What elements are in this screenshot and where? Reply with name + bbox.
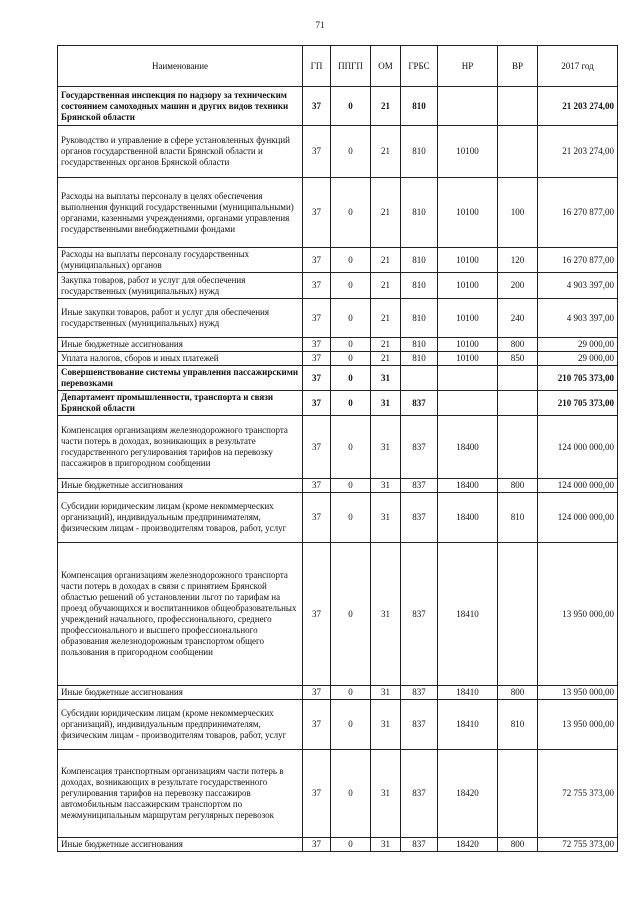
- cell-amount: 16 270 877,00: [538, 248, 618, 273]
- cell-name: Иные бюджетные ассигнования: [58, 838, 303, 852]
- table-row: [58, 391, 618, 416]
- table-row: [58, 352, 618, 366]
- cell-nr: 18410: [438, 543, 498, 686]
- cell-om: 21: [371, 352, 401, 366]
- cell-vr: 800: [498, 479, 538, 493]
- cell-ppgp: 0: [331, 543, 371, 686]
- cell-om: 21: [371, 338, 401, 352]
- cell-om: 21: [371, 126, 401, 178]
- cell-name: Закупка товаров, работ и услуг для обеспечения государственных (муниципальных) нужд: [58, 273, 303, 299]
- table-row: [58, 493, 618, 543]
- cell-om: 31: [371, 391, 401, 416]
- cell-ppgp: 0: [331, 126, 371, 178]
- cell-nr: 10100: [438, 248, 498, 273]
- table-row: [58, 299, 618, 338]
- column-header-grbs: ГРБС: [401, 46, 438, 87]
- cell-grbs: 837: [401, 416, 438, 479]
- cell-vr: 850: [498, 352, 538, 366]
- cell-amount: 21 203 274,00: [538, 87, 618, 126]
- cell-gp: 37: [303, 479, 331, 493]
- cell-gp: 37: [303, 299, 331, 338]
- cell-amount: 16 270 877,00: [538, 178, 618, 248]
- cell-ppgp: 0: [331, 87, 371, 126]
- cell-nr: 10100: [438, 273, 498, 299]
- cell-nr: 10100: [438, 178, 498, 248]
- cell-vr: 120: [498, 248, 538, 273]
- cell-grbs: 810: [401, 299, 438, 338]
- cell-om: 31: [371, 686, 401, 700]
- cell-gp: 37: [303, 338, 331, 352]
- cell-gp: 37: [303, 352, 331, 366]
- cell-amount: 124 000 000,00: [538, 479, 618, 493]
- cell-nr: [438, 366, 498, 391]
- cell-name: Иные бюджетные ассигнования: [58, 686, 303, 700]
- cell-om: 31: [371, 750, 401, 838]
- cell-vr: [498, 391, 538, 416]
- cell-gp: 37: [303, 126, 331, 178]
- column-header-year: 2017 год: [538, 46, 618, 87]
- cell-vr: [498, 416, 538, 479]
- cell-nr: 18400: [438, 416, 498, 479]
- cell-gp: 37: [303, 366, 331, 391]
- cell-om: 31: [371, 416, 401, 479]
- cell-gp: 37: [303, 700, 331, 750]
- cell-vr: [498, 87, 538, 126]
- cell-gp: 37: [303, 543, 331, 686]
- column-header-name: Наименование: [58, 46, 303, 87]
- table-row: [58, 750, 618, 838]
- table-row: [58, 838, 618, 852]
- cell-ppgp: 0: [331, 391, 371, 416]
- cell-gp: 37: [303, 248, 331, 273]
- cell-ppgp: 0: [331, 479, 371, 493]
- cell-amount: 21 203 274,00: [538, 126, 618, 178]
- cell-nr: 18420: [438, 750, 498, 838]
- cell-nr: 10100: [438, 338, 498, 352]
- cell-vr: [498, 543, 538, 686]
- cell-name: Совершенствование системы управления пассажирскими перевозками: [58, 366, 303, 391]
- cell-ppgp: 0: [331, 416, 371, 479]
- cell-vr: 810: [498, 493, 538, 543]
- cell-amount: 124 000 000,00: [538, 493, 618, 543]
- cell-nr: 10100: [438, 352, 498, 366]
- cell-name: Компенсация организациям железнодорожного транспорта части потерь в доходах в связи с принятием Брянской областью решений об установлении льгот по тарифам на проезд обучающихся и воспитанников общеобразовательных учреждений начального, профессионального, среднего профессионального и высшего профессионального образования железнодорожным транспортом общего пользования в пригородном сообщении: [58, 543, 303, 686]
- column-header-ppgp: ППГП: [331, 46, 371, 87]
- table-row: [58, 87, 618, 126]
- cell-om: 21: [371, 299, 401, 338]
- table-row: [58, 700, 618, 750]
- cell-ppgp: 0: [331, 338, 371, 352]
- page-number: 71: [315, 20, 325, 30]
- cell-grbs: 810: [401, 126, 438, 178]
- cell-ppgp: 0: [331, 493, 371, 543]
- cell-grbs: 837: [401, 391, 438, 416]
- cell-grbs: 837: [401, 838, 438, 852]
- table-row: [58, 366, 618, 391]
- cell-name: Департамент промышленности, транспорта и связи Брянской области: [58, 391, 303, 416]
- cell-name: Руководство и управление в сфере установленных функций органов государственной власти Брянской области и государственных органов Брянской области: [58, 126, 303, 178]
- cell-amount: 72 755 373,00: [538, 750, 618, 838]
- cell-amount: 13 950 000,00: [538, 700, 618, 750]
- table-row: [58, 338, 618, 352]
- table-row: [58, 273, 618, 299]
- cell-grbs: [401, 366, 438, 391]
- cell-amount: 124 000 000,00: [538, 416, 618, 479]
- cell-vr: [498, 750, 538, 838]
- cell-name: Иные бюджетные ассигнования: [58, 479, 303, 493]
- cell-grbs: 810: [401, 248, 438, 273]
- cell-gp: 37: [303, 178, 331, 248]
- cell-amount: 4 903 397,00: [538, 273, 618, 299]
- cell-name: Субсидии юридическим лицам (кроме некоммерческих организаций), индивидуальным предпринимателям, физическим лицам - производителям товаров, работ, услуг: [58, 493, 303, 543]
- cell-om: 31: [371, 479, 401, 493]
- cell-vr: 800: [498, 686, 538, 700]
- cell-vr: 240: [498, 299, 538, 338]
- cell-grbs: 837: [401, 479, 438, 493]
- cell-vr: 200: [498, 273, 538, 299]
- cell-nr: 18410: [438, 700, 498, 750]
- cell-vr: 100: [498, 178, 538, 248]
- table-row: [58, 686, 618, 700]
- cell-amount: 72 755 373,00: [538, 838, 618, 852]
- cell-grbs: 837: [401, 686, 438, 700]
- cell-gp: 37: [303, 416, 331, 479]
- cell-gp: 37: [303, 686, 331, 700]
- cell-om: 21: [371, 248, 401, 273]
- cell-name: Иные закупки товаров, работ и услуг для обеспечения государственных (муниципальных) нужд: [58, 299, 303, 338]
- table-row: [58, 416, 618, 479]
- cell-grbs: 810: [401, 338, 438, 352]
- cell-nr: 18410: [438, 686, 498, 700]
- cell-nr: 10100: [438, 299, 498, 338]
- table-row: [58, 479, 618, 493]
- cell-amount: 13 950 000,00: [538, 686, 618, 700]
- cell-grbs: 810: [401, 178, 438, 248]
- cell-grbs: 810: [401, 352, 438, 366]
- cell-om: 31: [371, 366, 401, 391]
- cell-name: Иные бюджетные ассигнования: [58, 338, 303, 352]
- cell-gp: 37: [303, 493, 331, 543]
- cell-amount: 29 000,00: [538, 352, 618, 366]
- cell-amount: 13 950 000,00: [538, 543, 618, 686]
- cell-name: Расходы на выплаты персоналу государственных (муниципальных) органов: [58, 248, 303, 273]
- cell-gp: 37: [303, 750, 331, 838]
- cell-nr: [438, 391, 498, 416]
- cell-gp: 37: [303, 273, 331, 299]
- cell-nr: [438, 87, 498, 126]
- cell-vr: [498, 126, 538, 178]
- cell-name: Компенсация транспортным организациям части потерь в доходах, возникающих в результате государственного регулирования тарифов на перевозку пассажиров автомобильным пассажирским транспортом по межмуниципальным маршрутам регулярных перевозок: [58, 750, 303, 838]
- cell-gp: 37: [303, 838, 331, 852]
- cell-om: 21: [371, 87, 401, 126]
- cell-name: Государственная инспекция по надзору за техническим состоянием самоходных машин и других видов техники Брянской области: [58, 87, 303, 126]
- cell-grbs: 837: [401, 543, 438, 686]
- cell-amount: 210 705 373,00: [538, 366, 618, 391]
- cell-om: 21: [371, 178, 401, 248]
- cell-gp: 37: [303, 391, 331, 416]
- budget-table: [57, 45, 618, 852]
- cell-ppgp: 0: [331, 750, 371, 838]
- table-row: [58, 248, 618, 273]
- cell-ppgp: 0: [331, 273, 371, 299]
- cell-vr: 800: [498, 338, 538, 352]
- cell-ppgp: 0: [331, 366, 371, 391]
- cell-ppgp: 0: [331, 299, 371, 338]
- cell-grbs: 810: [401, 87, 438, 126]
- cell-nr: 18400: [438, 493, 498, 543]
- cell-ppgp: 0: [331, 700, 371, 750]
- cell-om: 31: [371, 543, 401, 686]
- column-header-om: ОМ: [371, 46, 401, 87]
- column-header-vr: ВР: [498, 46, 538, 87]
- table-header-row: [58, 46, 618, 87]
- cell-ppgp: 0: [331, 352, 371, 366]
- cell-om: 31: [371, 700, 401, 750]
- cell-nr: 18400: [438, 479, 498, 493]
- cell-amount: 29 000,00: [538, 338, 618, 352]
- table-row: [58, 126, 618, 178]
- cell-ppgp: 0: [331, 838, 371, 852]
- cell-nr: 10100: [438, 126, 498, 178]
- cell-grbs: 837: [401, 700, 438, 750]
- column-header-nr: НР: [438, 46, 498, 87]
- cell-nr: 18420: [438, 838, 498, 852]
- cell-vr: [498, 366, 538, 391]
- cell-amount: 210 705 373,00: [538, 391, 618, 416]
- cell-om: 21: [371, 273, 401, 299]
- cell-name: Субсидии юридическим лицам (кроме некоммерческих организаций), индивидуальным предпринимателям, физическим лицам - производителям товаров, работ, услуг: [58, 700, 303, 750]
- cell-name: Уплата налогов, сборов и иных платежей: [58, 352, 303, 366]
- cell-vr: 810: [498, 700, 538, 750]
- cell-ppgp: 0: [331, 686, 371, 700]
- cell-amount: 4 903 397,00: [538, 299, 618, 338]
- cell-name: Расходы на выплаты персоналу в целях обеспечения выполнения функций государственными (муниципальными) органами, казенными учреждениями, органами управления государственными внебюджетными фондами: [58, 178, 303, 248]
- cell-om: 31: [371, 838, 401, 852]
- cell-ppgp: 0: [331, 248, 371, 273]
- cell-grbs: 837: [401, 493, 438, 543]
- cell-om: 31: [371, 493, 401, 543]
- cell-name: Компенсация организациям железнодорожного транспорта части потерь в доходах, возникающих в результате государственного регулирования тарифов на перевозку пассажиров в пригородном сообщении: [58, 416, 303, 479]
- table-row: [58, 543, 618, 686]
- cell-grbs: 810: [401, 273, 438, 299]
- table-row: [58, 178, 618, 248]
- cell-vr: 800: [498, 838, 538, 852]
- cell-ppgp: 0: [331, 178, 371, 248]
- cell-gp: 37: [303, 87, 331, 126]
- cell-grbs: 837: [401, 750, 438, 838]
- column-header-gp: ГП: [303, 46, 331, 87]
